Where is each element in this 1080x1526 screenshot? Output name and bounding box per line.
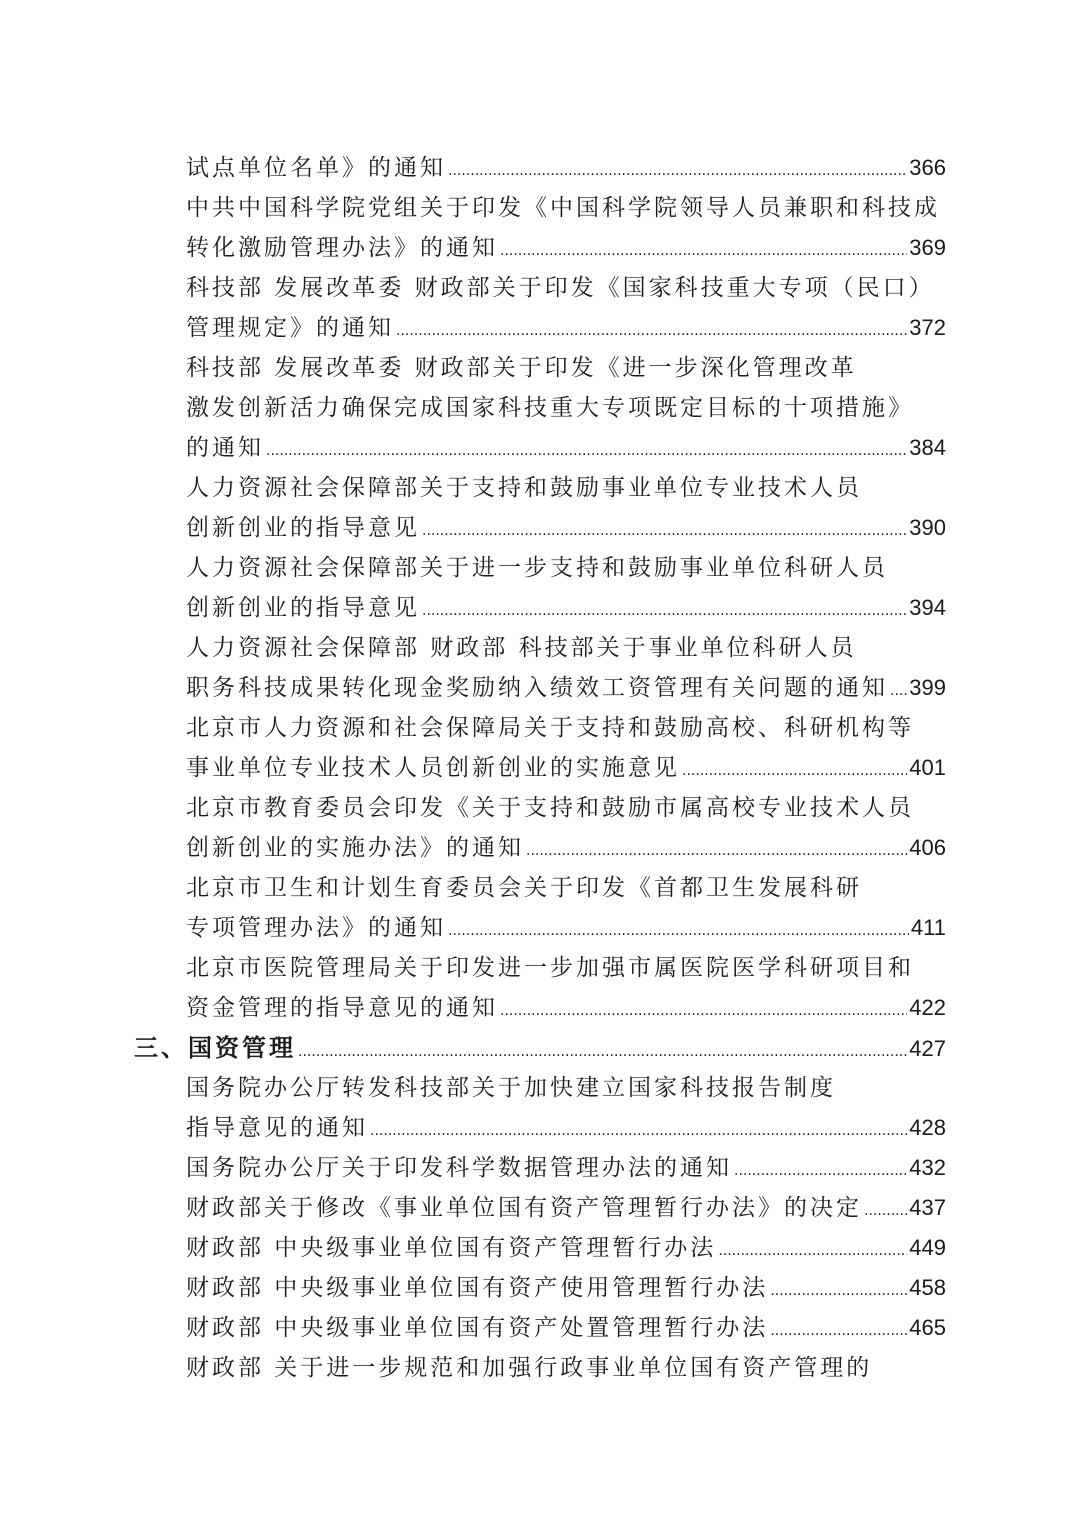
- dot-leader: [770, 1271, 907, 1311]
- toc-entry-text: 财政部 关于进一步规范和加强行政事业单位国有资产管理的: [186, 1355, 873, 1381]
- toc-entry-text: 创新创业的指导意见: [186, 595, 420, 621]
- toc-entry-text: 财政部关于修改《事业单位国有资产管理暂行办法》的决定: [186, 1195, 862, 1221]
- toc-entry-text: 的通知: [186, 435, 264, 461]
- toc-entry-text: 北京市医院管理局关于印发进一步加强市属医院医学科研项目和: [186, 955, 914, 981]
- dot-leader: [370, 1111, 907, 1151]
- toc-entry-text: 职务科技成果转化现金奖励纳入绩效工资管理有关问题的通知: [186, 675, 888, 701]
- toc-entry-text: 国务院办公厅关于印发科学数据管理办法的通知: [186, 1155, 732, 1181]
- page-number: 411: [910, 915, 946, 940]
- section-heading-text: 三、国资管理: [134, 1033, 296, 1062]
- toc-line: [0, 1148, 1080, 1188]
- page-number: 427: [909, 1036, 946, 1061]
- toc-entry-text: 事业单位专业技术人员创新创业的实施意见: [186, 755, 680, 781]
- toc-entry-text: 指导意见的通知: [186, 1115, 368, 1141]
- toc-entry-text: 财政部 中央级事业单位国有资产使用管理暂行办法: [186, 1275, 769, 1301]
- toc-entry-text: 北京市卫生和计划生育委员会关于印发《首都卫生发展科研: [186, 875, 862, 901]
- toc-line: [0, 508, 1080, 548]
- toc-line: [0, 668, 1080, 708]
- toc-entry-text: 试点单位名单》的通知: [186, 155, 446, 181]
- toc-line: [0, 1188, 1080, 1228]
- toc-entry-text: 人力资源社会保障部 财政部 科技部关于事业单位科研人员: [186, 635, 857, 661]
- toc-line: [0, 548, 1080, 588]
- toc-line: [0, 588, 1080, 628]
- page-number: 422: [909, 995, 946, 1020]
- toc-line: [0, 988, 1080, 1028]
- toc-entry-text: 创新创业的指导意见: [186, 515, 420, 541]
- dot-leader: [422, 511, 907, 551]
- toc-entry-text: 专项管理办法》的通知: [186, 915, 446, 941]
- toc-line: [0, 1268, 1080, 1308]
- toc-entry-text: 管理规定》的通知: [186, 315, 394, 341]
- dot-leader: [734, 1151, 907, 1191]
- toc-entry-text: 人力资源社会保障部关于支持和鼓励事业单位专业技术人员: [186, 475, 862, 501]
- toc-line: [0, 148, 1080, 188]
- toc-entry-text: 科技部 发展改革委 财政部关于印发《进一步深化管理改革: [186, 355, 857, 381]
- page-number: 369: [909, 235, 946, 260]
- page-number: 449: [909, 1235, 946, 1260]
- toc-entry-text: 人力资源社会保障部关于进一步支持和鼓励事业单位科研人员: [186, 555, 888, 581]
- toc-entry-text: 科技部 发展改革委 财政部关于印发《国家科技重大专项（民口）: [186, 275, 935, 301]
- toc-entry-text: 财政部 中央级事业单位国有资产处置管理暂行办法: [186, 1315, 769, 1341]
- dot-leader: [422, 591, 907, 631]
- page-number: 465: [909, 1315, 946, 1340]
- toc-entry-text: 中共中国科学院党组关于印发《中国科学院领导人员兼职和科技成: [186, 195, 940, 221]
- toc-line: [0, 1108, 1080, 1148]
- page-number: 399: [909, 675, 946, 700]
- dot-leader: [682, 751, 907, 791]
- page-number: 406: [909, 835, 946, 860]
- dot-leader: [864, 1191, 907, 1231]
- toc-entry-text: 国务院办公厅转发科技部关于加快建立国家科技报告制度: [186, 1075, 836, 1101]
- toc-entry-text: 北京市教育委员会印发《关于支持和鼓励市属高校专业技术人员: [186, 795, 914, 821]
- dot-leader: [266, 431, 907, 471]
- dot-leader: [448, 151, 907, 191]
- dot-leader: [500, 231, 907, 271]
- toc-line: [0, 788, 1080, 828]
- page-number: 372: [909, 315, 946, 340]
- toc-line: [0, 1348, 1080, 1388]
- toc-line: [0, 828, 1080, 868]
- toc-line: [0, 628, 1080, 668]
- page-number: 394: [909, 595, 946, 620]
- toc-line: [0, 348, 1080, 388]
- toc-line: [0, 948, 1080, 988]
- toc-line: [0, 1308, 1080, 1348]
- toc-entry-text: 转化激励管理办法》的通知: [186, 235, 498, 261]
- toc-line: [0, 908, 1080, 948]
- dot-leader: [396, 311, 907, 351]
- toc-line: [0, 228, 1080, 268]
- page-number: 401: [909, 755, 946, 780]
- toc-line: [0, 868, 1080, 908]
- toc-line: [0, 388, 1080, 428]
- toc-line: [0, 268, 1080, 308]
- dot-leader: [718, 1231, 907, 1271]
- page-number: 384: [909, 435, 946, 460]
- table-of-contents: [0, 148, 1080, 1388]
- dot-leader: [770, 1311, 907, 1351]
- dot-leader: [448, 911, 909, 951]
- toc-line: [0, 188, 1080, 228]
- dot-leader: [500, 991, 907, 1031]
- toc-entry-text: 资金管理的指导意见的通知: [186, 995, 498, 1021]
- toc-line: [0, 708, 1080, 748]
- toc-line: [0, 1068, 1080, 1108]
- toc-entry-text: 财政部 中央级事业单位国有资产管理暂行办法: [186, 1235, 717, 1261]
- dot-leader: [526, 831, 907, 871]
- section-heading: [0, 1028, 1080, 1068]
- page-number: 432: [909, 1155, 946, 1180]
- page-number: 390: [909, 515, 946, 540]
- toc-line: [0, 428, 1080, 468]
- page-number: 366: [909, 155, 946, 180]
- dot-leader: [298, 1032, 907, 1072]
- toc-line: [0, 468, 1080, 508]
- page-number: 458: [909, 1275, 946, 1300]
- toc-line: [0, 748, 1080, 788]
- dot-leader: [890, 671, 907, 711]
- toc-entry-text: 激发创新活力确保完成国家科技重大专项既定目标的十项措施》: [186, 395, 914, 421]
- toc-line: [0, 308, 1080, 348]
- toc-entry-text: 创新创业的实施办法》的通知: [186, 835, 524, 861]
- toc-entry-text: 北京市人力资源和社会保障局关于支持和鼓励高校、科研机构等: [186, 715, 914, 741]
- page-number: 437: [909, 1195, 946, 1220]
- page-number: 428: [909, 1115, 946, 1140]
- toc-line: [0, 1228, 1080, 1268]
